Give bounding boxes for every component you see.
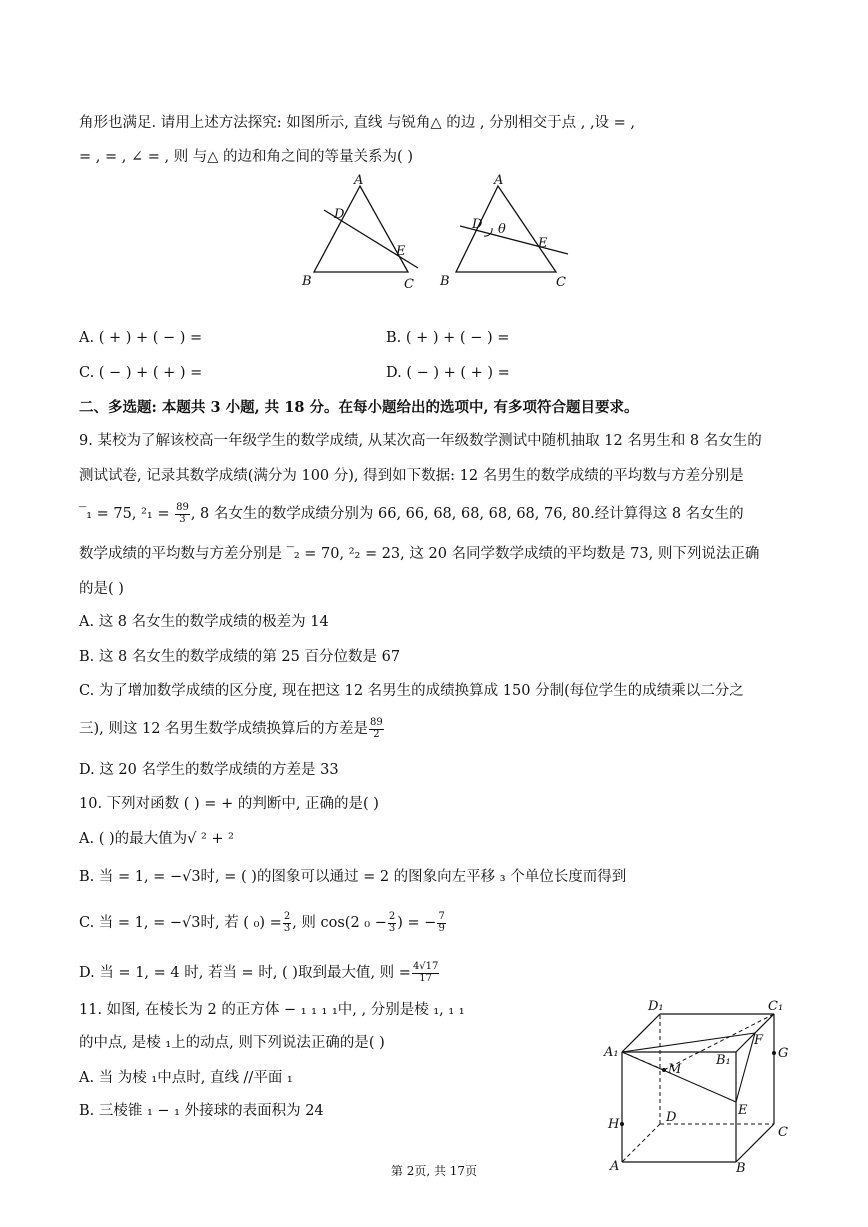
label-a-right: A [494,173,504,188]
q9-option-d[interactable]: D. 这 20 名学生的数学成绩的方差是 33 [79,762,339,778]
cube-figure [602,994,802,1176]
label-e: E [738,1103,748,1118]
triangle-figure-left [296,172,426,292]
label-d: D [666,1110,677,1125]
q8-option-a[interactable]: A. ( + ) + ( − ) = [79,330,203,346]
q10-option-b[interactable]: B. 当 = 1, = −√3时, = ( )的图象可以通过 = 2 的图象向左平移 ₃ 个单位长度而得到 [79,869,627,885]
label-b: B [736,1161,746,1176]
q8-option-d[interactable]: D. ( − ) + ( + ) = [386,365,510,381]
q9-l3-b: , 8 名女生的数学成绩分别为 66, 66, 68, 68, 68, 68, 76, 80.经计算得这 8 名女生的 [190,506,744,522]
label-g: G [778,1046,789,1061]
label-a: A [610,1159,620,1174]
label-b-right: B [440,274,450,289]
q11-line-1: 11. 如图, 在棱长为 2 的正方体 − ₁ ₁ ₁ ₁中, , 分别是棱 ₁, ₁ ₁ [79,1002,465,1018]
q9-line-5: 的是( ) [79,581,124,597]
triangle-abc-left [314,186,408,272]
q10-option-a[interactable]: A. ( )的最大值为√ ² + ² [79,831,234,847]
label-a1: A₁ [604,1045,619,1060]
label-m: M [668,1062,682,1077]
label-a-left: A [354,173,364,188]
label-d-left: D [334,207,345,222]
q11-line-2: 的中点, 是棱 ₁上的动点, 则下列说法正确的是( ) [79,1035,385,1051]
label-e-right: E [538,236,548,251]
section-2-heading: 二、多选题: 本题共 3 小题, 共 18 分。在每小题给出的选项中, 有多项符合题目要求。 [79,399,639,416]
label-e-left: E [396,244,406,259]
page-footer: 第 2页, 共 17页 [390,1164,478,1178]
q10-option-d[interactable]: D. 当 = 1, = 4 时, 若当 = 时, ( )取到最大值, 则 = $\frac{4√17}{17}$ [79,961,439,984]
q9-option-a[interactable]: A. 这 8 名女生的数学成绩的极差为 14 [79,614,329,630]
q9-line-2: 测试试卷, 记录其数学成绩(满分为 100 分), 得到如下数据: 12 名男生的数学成绩的平均数与方差分别是 [79,468,744,484]
q9-option-c-line-1[interactable]: C. 为了增加数学成绩的区分度, 现在把这 12 名男生的成绩换算成 150 分制(每位学生的成绩乘以二分之 [79,683,744,699]
q9-option-b[interactable]: B. 这 8 名女生的数学成绩的第 25 百分位数是 67 [79,649,401,665]
fraction-89-2: $\frac{89}{2}$ [370,717,383,740]
q10-option-c[interactable]: C. 当 = 1, = −√3时, 若 ( ₀) = $\frac{2}{3}$ , 则 cos(2 ₀ − $\frac{2}{3}$ ) = − $\frac{7}{9}$ [79,911,445,934]
label-h: H [608,1117,620,1132]
label-d1: D₁ [648,999,664,1014]
label-d-right: D [472,217,483,232]
label-b1: B₁ [716,1053,731,1068]
label-c1: C₁ [768,999,784,1014]
label-f: F [754,1033,764,1048]
q9-line-3 [79,503,744,525]
q9-l3-a: ‾₁ = 75, ²₁ = [79,506,170,522]
q8-option-b[interactable]: B. ( + ) + ( − ) = [386,330,510,346]
triangle-figure-right [436,172,576,292]
fraction-2-3-b: $\frac{2}{3}$ [388,911,396,934]
label-b-left: B [302,274,312,289]
fraction-4sqrt17-17: $\frac{4√17}{17}$ [412,961,439,984]
label-theta: θ [498,222,506,237]
intro-line-2: = , = , ∠ = , 则 与△ 的边和角之间的等量关系为( ) [79,149,413,165]
label-c: C [778,1125,788,1140]
label-c-left: C [404,277,414,292]
intro-line-1: 角形也满足. 请用上述方法探究: 如图所示, 直线 与锐角△ 的边 , 分别相交于点 , ,设 = , [79,115,636,131]
q10-stem: 10. 下列对函数 ( ) = + 的判断中, 正确的是( ) [79,796,379,812]
q9-line-4: 数学成绩的平均数与方差分别是 ‾₂ = 70, ²₂ = 23, 这 20 名同学数学成绩的平均数是 73, 则下列说法正确 [79,546,760,562]
fraction-7-9: $\frac{7}{9}$ [438,911,445,934]
fraction-89-3: $\frac{89}{3}$ [176,502,189,525]
q9-option-c-line-2[interactable]: 三), 则这 12 名男生数学成绩换算后的方差是 $\frac{89}{2}$ [79,717,383,740]
label-c-right: C [556,275,566,290]
q8-option-c[interactable]: C. ( − ) + ( + ) = [79,365,203,381]
q11-option-a[interactable]: A. 当 为棱 ₁中点时, 直线 //平面 ₁ [79,1070,293,1086]
q11-option-b[interactable]: B. 三棱锥 ₁ − ₁ 外接球的表面积为 24 [79,1103,324,1119]
q9-line-1: 9. 某校为了解该校高一年级学生的数学成绩, 从某次高一年级数学测试中随机抽取 12 名男生和 8 名女生的 [79,433,762,449]
fraction-2-3-a: $\frac{2}{3}$ [283,911,291,934]
